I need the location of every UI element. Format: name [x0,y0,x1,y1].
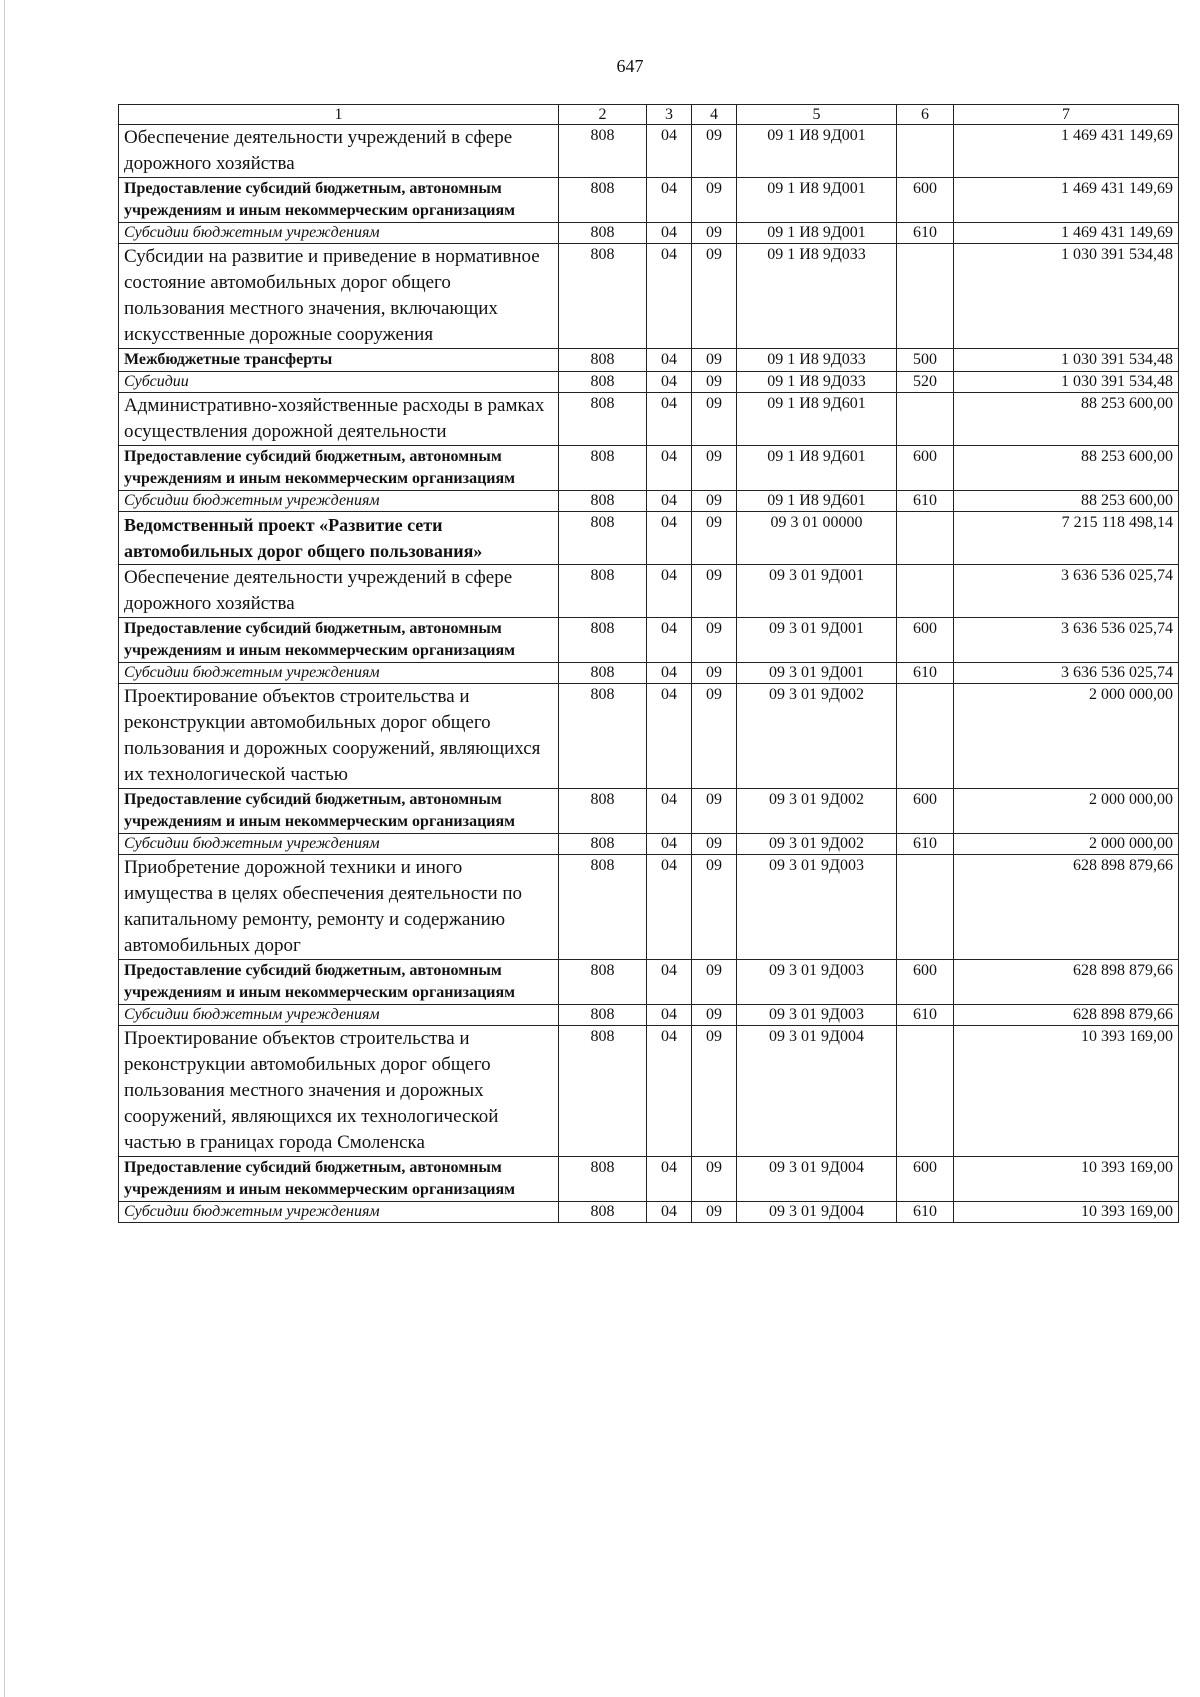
subsection-code-cell: 09 [692,565,737,618]
amount-cell: 1 469 431 149,69 [954,125,1179,178]
item-name-cell: Субсидии на развитие и приведение в нормативное состояние автомобильных дорог общего пользования местного значения, включающих искусственные дорожные сооружения [119,244,559,349]
item-name-cell: Ведомственный проект «Развитие сети автомобильных дорог общего пользования» [119,512,559,565]
column-header: 5 [737,105,897,125]
admin-code-cell: 808 [559,618,647,663]
section-code-cell: 04 [647,125,692,178]
table-row [119,491,1179,512]
section-code-cell: 04 [647,393,692,446]
target-article-cell: 09 1 И8 9Д001 [737,223,897,244]
subsection-code-cell: 09 [692,855,737,960]
section-code-cell: 04 [647,1202,692,1223]
subsection-code-cell: 09 [692,223,737,244]
item-name-cell: Проектирование объектов строительства и реконструкции автомобильных дорог общего пользования местного значения и дорожных сооружений, являющихся их технологической частью в границах города Смоленска [119,1026,559,1157]
item-name-cell: Приобретение дорожной техники и иного имущества в целях обеспечения деятельности по капитальному ремонту, ремонту и содержанию автомобильных дорог [119,855,559,960]
table-row [119,1202,1179,1223]
amount-cell: 10 393 169,00 [954,1202,1179,1223]
column-header: 2 [559,105,647,125]
section-code-cell: 04 [647,1026,692,1157]
subsection-code-cell: 09 [692,789,737,834]
expense-type-cell: 600 [897,178,954,223]
subsection-code-cell: 09 [692,1005,737,1026]
item-name-cell: Предоставление субсидий бюджетным, автономным учреждениям и иным некоммерческим организациям [119,618,559,663]
item-name-cell: Административно-хозяйственные расходы в рамках осуществления дорожной деятельности [119,393,559,446]
subsection-code-cell: 09 [692,1157,737,1202]
target-article-cell: 09 3 01 00000 [737,512,897,565]
admin-code-cell: 808 [559,393,647,446]
section-code-cell: 04 [647,960,692,1005]
amount-cell: 2 000 000,00 [954,834,1179,855]
page-number: 647 [616,56,644,76]
subsection-code-cell: 09 [692,178,737,223]
admin-code-cell: 808 [559,684,647,789]
table-header-row [119,105,1179,125]
admin-code-cell: 808 [559,1026,647,1157]
admin-code-cell: 808 [559,244,647,349]
amount-cell: 10 393 169,00 [954,1157,1179,1202]
table-row [119,618,1179,663]
expense-type-cell: 610 [897,663,954,684]
admin-code-cell: 808 [559,834,647,855]
expense-type-cell: 500 [897,349,954,372]
admin-code-cell: 808 [559,663,647,684]
section-code-cell: 04 [647,178,692,223]
amount-cell: 2 000 000,00 [954,684,1179,789]
section-code-cell: 04 [647,684,692,789]
table-row [119,834,1179,855]
target-article-cell: 09 3 01 9Д002 [737,789,897,834]
expense-type-cell [897,393,954,446]
subsection-code-cell: 09 [692,684,737,789]
admin-code-cell: 808 [559,223,647,244]
subsection-code-cell: 09 [692,1202,737,1223]
amount-cell: 3 636 536 025,74 [954,663,1179,684]
subsection-code-cell: 09 [692,244,737,349]
target-article-cell: 09 3 01 9Д003 [737,960,897,1005]
item-name-cell: Обеспечение деятельности учреждений в сфере дорожного хозяйства [119,125,559,178]
subsection-code-cell: 09 [692,618,737,663]
target-article-cell: 09 3 01 9Д001 [737,618,897,663]
amount-cell: 88 253 600,00 [954,446,1179,491]
target-article-cell: 09 3 01 9Д004 [737,1026,897,1157]
table-row [119,565,1179,618]
admin-code-cell: 808 [559,565,647,618]
section-code-cell: 04 [647,491,692,512]
table-row [119,789,1179,834]
admin-code-cell: 808 [559,1157,647,1202]
admin-code-cell: 808 [559,125,647,178]
item-name-cell: Предоставление субсидий бюджетным, автономным учреждениям и иным некоммерческим организациям [119,960,559,1005]
table-row [119,372,1179,393]
item-name-cell: Предоставление субсидий бюджетным, автономным учреждениям и иным некоммерческим организациям [119,789,559,834]
amount-cell: 2 000 000,00 [954,789,1179,834]
target-article-cell: 09 3 01 9Д004 [737,1202,897,1223]
table-row [119,446,1179,491]
table-row [119,178,1179,223]
target-article-cell: 09 3 01 9Д001 [737,663,897,684]
table-row [119,223,1179,244]
table-row [119,244,1179,349]
expense-type-cell [897,565,954,618]
expense-type-cell: 610 [897,1202,954,1223]
section-code-cell: 04 [647,1157,692,1202]
admin-code-cell: 808 [559,491,647,512]
subsection-code-cell: 09 [692,834,737,855]
target-article-cell: 09 1 И8 9Д601 [737,491,897,512]
expense-type-cell: 610 [897,491,954,512]
column-header: 7 [954,105,1179,125]
admin-code-cell: 808 [559,512,647,565]
section-code-cell: 04 [647,618,692,663]
budget-table [118,104,1179,1223]
subsection-code-cell: 09 [692,372,737,393]
admin-code-cell: 808 [559,855,647,960]
item-name-cell: Проектирование объектов строительства и реконструкции автомобильных дорог общего пользования и дорожных сооружений, являющихся их технологической частью [119,684,559,789]
table-row [119,393,1179,446]
item-name-cell: Межбюджетные трансферты [119,349,559,372]
target-article-cell: 09 1 И8 9Д601 [737,446,897,491]
target-article-cell: 09 1 И8 9Д033 [737,244,897,349]
amount-cell: 1 469 431 149,69 [954,223,1179,244]
amount-cell: 628 898 879,66 [954,1005,1179,1026]
column-header: 1 [119,105,559,125]
expense-type-cell: 600 [897,789,954,834]
amount-cell: 3 636 536 025,74 [954,618,1179,663]
section-code-cell: 04 [647,789,692,834]
table-row [119,349,1179,372]
admin-code-cell: 808 [559,1005,647,1026]
column-header: 3 [647,105,692,125]
expense-type-cell: 600 [897,446,954,491]
target-article-cell: 09 3 01 9Д003 [737,1005,897,1026]
admin-code-cell: 808 [559,372,647,393]
amount-cell: 10 393 169,00 [954,1026,1179,1157]
target-article-cell: 09 3 01 9Д003 [737,855,897,960]
section-code-cell: 04 [647,223,692,244]
target-article-cell: 09 3 01 9Д002 [737,684,897,789]
section-code-cell: 04 [647,244,692,349]
expense-type-cell [897,512,954,565]
item-name-cell: Субсидии бюджетным учреждениям [119,1202,559,1223]
table-row [119,684,1179,789]
column-header: 6 [897,105,954,125]
target-article-cell: 09 3 01 9Д001 [737,565,897,618]
table-row [119,125,1179,178]
amount-cell: 628 898 879,66 [954,855,1179,960]
item-name-cell: Предоставление субсидий бюджетным, автономным учреждениям и иным некоммерческим организациям [119,1157,559,1202]
target-article-cell: 09 1 И8 9Д001 [737,125,897,178]
subsection-code-cell: 09 [692,663,737,684]
section-code-cell: 04 [647,855,692,960]
subsection-code-cell: 09 [692,393,737,446]
item-name-cell: Субсидии [119,372,559,393]
expense-type-cell: 600 [897,618,954,663]
section-code-cell: 04 [647,1005,692,1026]
subsection-code-cell: 09 [692,960,737,1005]
amount-cell: 3 636 536 025,74 [954,565,1179,618]
item-name-cell: Субсидии бюджетным учреждениям [119,491,559,512]
subsection-code-cell: 09 [692,125,737,178]
expense-type-cell: 610 [897,1005,954,1026]
admin-code-cell: 808 [559,960,647,1005]
table-row [119,1026,1179,1157]
section-code-cell: 04 [647,663,692,684]
admin-code-cell: 808 [559,178,647,223]
target-article-cell: 09 1 И8 9Д033 [737,349,897,372]
item-name-cell: Субсидии бюджетным учреждениям [119,834,559,855]
section-code-cell: 04 [647,834,692,855]
admin-code-cell: 808 [559,349,647,372]
amount-cell: 88 253 600,00 [954,491,1179,512]
subsection-code-cell: 09 [692,1026,737,1157]
column-header: 4 [692,105,737,125]
item-name-cell: Предоставление субсидий бюджетным, автономным учреждениям и иным некоммерческим организациям [119,446,559,491]
expense-type-cell: 610 [897,834,954,855]
amount-cell: 88 253 600,00 [954,393,1179,446]
item-name-cell: Предоставление субсидий бюджетным, автономным учреждениям и иным некоммерческим организациям [119,178,559,223]
expense-type-cell [897,684,954,789]
target-article-cell: 09 3 01 9Д002 [737,834,897,855]
target-article-cell: 09 3 01 9Д004 [737,1157,897,1202]
amount-cell: 1 030 391 534,48 [954,244,1179,349]
section-code-cell: 04 [647,565,692,618]
item-name-cell: Обеспечение деятельности учреждений в сфере дорожного хозяйства [119,565,559,618]
section-code-cell: 04 [647,446,692,491]
amount-cell: 1 469 431 149,69 [954,178,1179,223]
section-code-cell: 04 [647,512,692,565]
admin-code-cell: 808 [559,789,647,834]
expense-type-cell [897,125,954,178]
scan-edge-line [4,0,5,1697]
amount-cell: 1 030 391 534,48 [954,349,1179,372]
expense-type-cell: 600 [897,960,954,1005]
amount-cell: 1 030 391 534,48 [954,372,1179,393]
table-row [119,855,1179,960]
amount-cell: 7 215 118 498,14 [954,512,1179,565]
target-article-cell: 09 1 И8 9Д601 [737,393,897,446]
admin-code-cell: 808 [559,1202,647,1223]
subsection-code-cell: 09 [692,491,737,512]
subsection-code-cell: 09 [692,349,737,372]
item-name-cell: Субсидии бюджетным учреждениям [119,1005,559,1026]
amount-cell: 628 898 879,66 [954,960,1179,1005]
expense-type-cell [897,855,954,960]
table-row [119,663,1179,684]
target-article-cell: 09 1 И8 9Д033 [737,372,897,393]
table-row [119,512,1179,565]
table-row [119,1005,1179,1026]
expense-type-cell [897,1026,954,1157]
subsection-code-cell: 09 [692,446,737,491]
target-article-cell: 09 1 И8 9Д001 [737,178,897,223]
expense-type-cell: 520 [897,372,954,393]
expense-type-cell: 600 [897,1157,954,1202]
item-name-cell: Субсидии бюджетным учреждениям [119,223,559,244]
expense-type-cell [897,244,954,349]
admin-code-cell: 808 [559,446,647,491]
section-code-cell: 04 [647,349,692,372]
item-name-cell: Субсидии бюджетным учреждениям [119,663,559,684]
section-code-cell: 04 [647,372,692,393]
subsection-code-cell: 09 [692,512,737,565]
table-row [119,1157,1179,1202]
expense-type-cell: 610 [897,223,954,244]
table-row [119,960,1179,1005]
